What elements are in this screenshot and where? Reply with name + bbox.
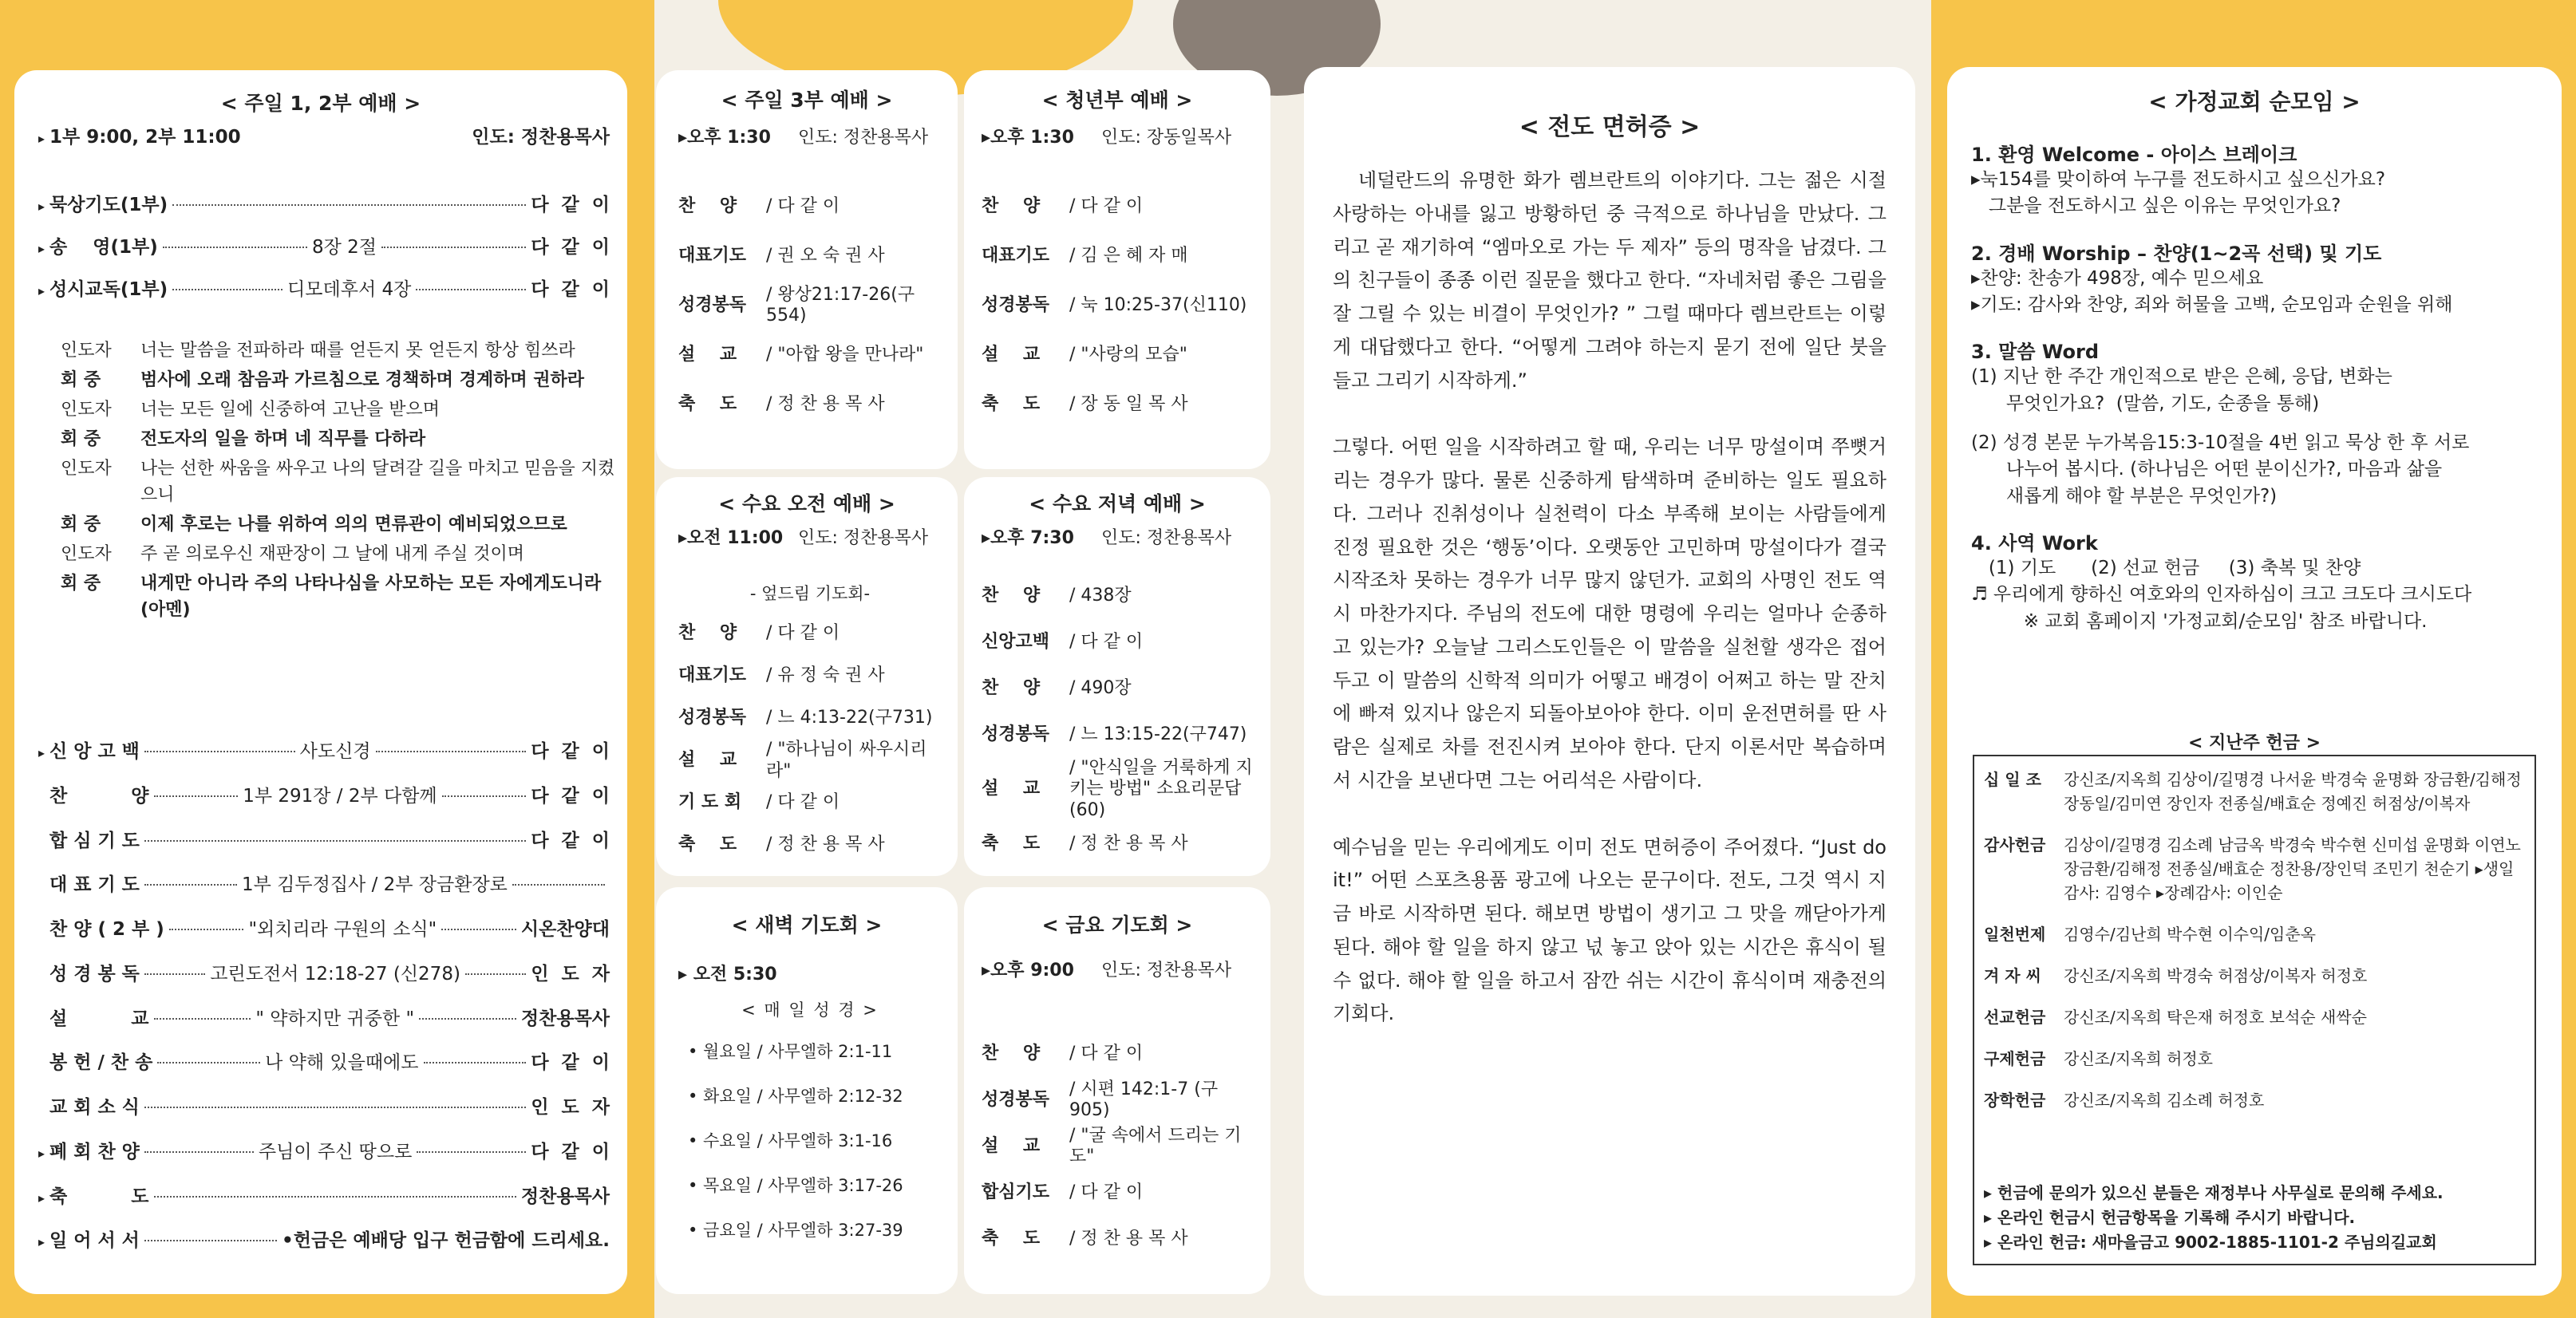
house-section-heading: 4. 사역 Work (1971, 532, 2098, 555)
service-value: / 다 같 이 (766, 792, 840, 813)
offering-names: 강신조/지옥희 탁은재 허정호 보석순 새싹순 (2064, 1008, 2367, 1027)
house-section (1971, 139, 2546, 220)
service-value: / "안식일을 거룩하게 지키는 방법" 소요리문답(60) (1069, 758, 1253, 820)
friday-rows (982, 1031, 1253, 1262)
service-label: 합심기도 (982, 1182, 1050, 1202)
order-item (38, 963, 610, 986)
service-row (678, 782, 942, 824)
service-label: 축 도 (982, 833, 1041, 854)
dot-leader (144, 884, 237, 886)
dot-leader (172, 204, 526, 206)
service-value: / 김 은 혜 자 매 (1069, 245, 1188, 266)
house-section (1971, 336, 2546, 510)
dot-leader (154, 1018, 251, 1020)
service-row (678, 740, 942, 782)
wedam-title: < 수요 오전 예배 > (718, 492, 895, 515)
service-row (678, 281, 942, 330)
dot-leader (417, 1151, 526, 1153)
order-person: 다 같 이 (531, 278, 610, 300)
dot-leader (376, 751, 527, 752)
responsive-line (61, 337, 619, 364)
friday-time: ▸오후 9:00 (982, 961, 1074, 981)
order-detail: 주님이 주신 땅으로 (258, 1141, 413, 1162)
youth-time: ▸오후 1:30 (982, 128, 1074, 148)
responsive-text: 내게만 아니라 주의 나타나심을 사모하는 모든 자에게도니라 (아멘) (140, 574, 602, 620)
worship12-leader: 인도: 정찬용목사 (472, 127, 610, 148)
dawn-subtitle: < 매 일 성 경 > (741, 1000, 879, 1020)
service-row (678, 330, 942, 380)
house-body (1971, 139, 2546, 653)
house-section-line: (2) 성경 본문 누가복음15:3-10절을 4번 읽고 묵상 한 후 서로 (1971, 432, 2470, 454)
offering-notices (1984, 1181, 2527, 1255)
dot-leader (157, 1062, 260, 1063)
order-item (38, 1141, 610, 1164)
service-value: / 다 같 이 (1069, 1182, 1144, 1202)
offering-label: 감사헌금 (1984, 835, 2046, 854)
offering-rows (1984, 768, 2527, 1130)
house-section-line: 그분을 전도하시고 싶은 이유는 무엇인가요? (1971, 195, 2341, 217)
service-value: / 490장 (1069, 677, 1132, 698)
worship3-time-row (678, 128, 942, 148)
responsive-line (61, 426, 619, 452)
offering-notice: ▸ 온라인 헌금: 새마을금고 9002-1885-1101-2 주님의길교회 (1984, 1233, 2437, 1252)
offering-label: 십 일 조 (1984, 770, 2041, 789)
offering-names: 강신조/지옥희 김소례 허정호 (2064, 1091, 2265, 1110)
service-label: 대표기도 (982, 245, 1050, 266)
bullet-icon: ▸ (38, 745, 45, 760)
offering-notice: ▸ 헌금에 문의가 있으신 분들은 재정부나 사무실로 문의해 주세요. (1984, 1183, 2444, 1202)
order-detail: 1부 291장 / 2부 다함께 (243, 785, 437, 807)
house-section-line: (1) 기도 (2) 선교 헌금 (3) 축복 및 찬양 (1971, 558, 2361, 579)
service-value: / 정 찬 용 목 사 (766, 393, 885, 414)
wedam-time: ▸오전 11:00 (678, 528, 784, 548)
order-person: 다 같 이 (531, 785, 610, 807)
bullet-icon: ▸ (38, 1190, 45, 1206)
youth-card (964, 70, 1270, 469)
service-value: / 다 같 이 (766, 195, 840, 216)
service-value: / 다 같 이 (1069, 631, 1144, 652)
service-row (982, 619, 1253, 665)
service-row (678, 613, 942, 655)
order-person: 인 도 자 (531, 963, 610, 985)
order-label: 성 경 봉 독 (49, 963, 140, 985)
service-label: 설 교 (982, 779, 1041, 799)
house-section (1971, 238, 2546, 319)
dot-leader (172, 289, 282, 290)
essay-paragraph: 예수님을 믿는 우리에게도 이미 전도 면허증이 주어졌다. “Just do it!” 어떤 스포츠용품 광고에 나오는 문구이다. 전도, 그것 역시 지금 바로 시작하면 된다. 해보면 방법이 생기고 그 맛을 깨닫아가게 된다. 해야 할 일을 하지 않고 넋 놓고 앉아 있는 시간은 휴식이 될 수 없다. 해야 할 일을 하고서 잠깐 쉬는 시간이 휴식이며 재충전의 기회다. (1333, 835, 1893, 1025)
order-person: 정찬용목사 (520, 1186, 610, 1207)
responsive-speaker: 인도자 (61, 459, 112, 479)
service-label: 대표기도 (678, 245, 747, 266)
responsive-speaker: 회 중 (61, 574, 101, 594)
dot-leader (144, 1107, 526, 1108)
order-item (38, 236, 610, 259)
worship12-order-bottom (38, 740, 610, 1274)
wedpm-title: < 수요 저녁 예배 > (1029, 492, 1206, 515)
service-label: 설 교 (982, 1135, 1041, 1156)
service-label: 성경봉독 (678, 708, 747, 728)
service-value: / 다 같 이 (766, 623, 840, 644)
youth-time-row (982, 128, 1253, 148)
house-title: < 가정교회 순모임 > (2148, 89, 2361, 115)
service-row (982, 231, 1253, 281)
wedpm-card (964, 477, 1270, 876)
responsive-line (61, 570, 619, 623)
dot-leader (163, 247, 307, 248)
dot-leader (169, 929, 244, 930)
service-row (982, 758, 1253, 821)
order-item (38, 830, 610, 853)
service-row (982, 573, 1253, 619)
service-label: 설 교 (678, 750, 737, 771)
offering-names: 김영수/김난희 박수현 이수익/임춘옥 (2064, 925, 2316, 944)
service-value: / "굴 속에서 드리는 기도" (1069, 1125, 1242, 1166)
order-person: 다 같 이 (531, 236, 610, 258)
dawn-day: • 목요일 / 사무엘하 3:17-26 (688, 1176, 903, 1195)
responsive-line (61, 367, 619, 393)
responsive-speaker: 인도자 (61, 544, 112, 564)
offering-row (1984, 964, 2527, 988)
order-person: •헌금은 예배당 입구 헌금함에 드리세요. (282, 1230, 610, 1252)
wedam-rows (678, 613, 942, 866)
house-section (1971, 527, 2546, 635)
service-value: / 왕상21:17-26(구554) (766, 284, 915, 326)
worship3-leader: 인도: 정찬용목사 (798, 128, 929, 148)
offering-label: 구제헌금 (1984, 1049, 2046, 1068)
house-section-line: ▸기도: 감사와 찬양, 죄와 허물을 고백, 순모임과 순원을 위해 (1971, 294, 2453, 316)
youth-leader: 인도: 장동일목사 (1101, 128, 1232, 148)
order-detail: "외치리라 구원의 소식" (248, 919, 437, 940)
wedpm-time-row (982, 528, 1253, 549)
order-item (38, 918, 610, 941)
service-row (982, 1170, 1253, 1216)
dot-leader (441, 929, 516, 930)
responsive-line (61, 397, 619, 423)
service-label: 축 도 (678, 835, 737, 855)
dot-leader (419, 1018, 516, 1020)
dot-leader (144, 840, 526, 842)
service-value: / 438장 (1069, 585, 1132, 606)
order-detail: " 약하지만 귀중한 " (255, 1008, 415, 1029)
wedam-subtitle: - 엎드림 기도회- (749, 584, 871, 603)
dot-leader (144, 1240, 277, 1241)
responsive-speaker: 회 중 (61, 429, 101, 449)
order-label: 축 도 (49, 1186, 149, 1207)
order-label: 봉 헌 / 찬 송 (49, 1052, 153, 1074)
service-label: 대표기도 (678, 665, 747, 686)
wedpm-rows (982, 573, 1253, 867)
responsive-reading (61, 337, 619, 626)
offering-label: 일천번제 (1984, 925, 2046, 944)
order-item (38, 1096, 610, 1119)
offering-box (1973, 755, 2536, 1265)
service-value: / "하나님이 싸우시리라" (766, 740, 927, 781)
dawn-day: • 수요일 / 사무엘하 3:1-16 (688, 1131, 893, 1150)
worship3-card (656, 70, 958, 469)
order-label: 묵상기도(1부) (49, 195, 168, 215)
wedam-card (656, 477, 958, 876)
responsive-line (61, 541, 619, 567)
house-section-line: (1) 지난 한 주간 개인적으로 받은 은혜, 응답, 변화는 (1971, 366, 2392, 388)
dot-leader (416, 289, 526, 290)
service-value: / 다 같 이 (1069, 1043, 1144, 1063)
order-label: 설 교 (49, 1008, 149, 1029)
order-label: 찬 양 ( 2 부 ) (49, 919, 164, 940)
service-label: 찬 양 (982, 677, 1041, 698)
offering-row (1984, 1005, 2527, 1029)
order-label: 대 표 기 도 (49, 874, 140, 896)
responsive-text: 이제 후로는 나를 위하여 의의 면류관이 예비되었으므로 (140, 515, 567, 535)
service-value: / "사랑의 모습" (1069, 344, 1187, 365)
dot-leader (512, 884, 605, 886)
dot-leader (442, 795, 527, 797)
responsive-text: 주 곧 의로우신 재판장이 그 날에 내게 주실 것이며 (140, 544, 524, 564)
house-section-line: 나누어 봅시다. (하나님은 어떤 분이신가?, 마음과 삶을 (1971, 459, 2443, 480)
dot-leader (144, 973, 205, 975)
dot-leader (381, 247, 526, 248)
service-row (678, 697, 942, 740)
order-item (38, 1186, 610, 1209)
worship12-time-row (38, 126, 610, 149)
responsive-speaker: 인도자 (61, 400, 112, 420)
service-row (678, 231, 942, 281)
dot-leader (465, 973, 526, 975)
order-person: 인 도 자 (531, 1097, 610, 1118)
friday-time-row (982, 961, 1253, 981)
order-item (38, 194, 610, 217)
order-item (38, 1052, 610, 1075)
dot-leader (144, 751, 295, 752)
offering-names: 강신조/지옥희 허정호 (2064, 1049, 2213, 1068)
essay-card (1304, 67, 1915, 1296)
order-item (38, 740, 610, 764)
essay-paragraph: 네덜란드의 유명한 화가 렘브란트의 이야기다. 그는 젊은 시절 사랑하는 아내를 잃고 방황하던 중 극적으로 하나님을 만났다. 그리고 곧 재기하여 “엠마오로 가는 두 제자” 등의 명작을 남겼다. 그의 친구들이 종종 이런 질문을 했다고 한다. “자네처럼 좋은 그림을 잘 그릴 수 있는 비결이 무엇인가? ” 그럴 때마다 렘브란트는 이렇게 대답했다고 한다. “어떻게 그려야 하는지 묻기 전에 일단 붓을 들고 그리기 시작하게.” (1333, 169, 1893, 392)
responsive-text: 범사에 오래 참음과 가르침으로 경책하며 경계하며 권하라 (140, 370, 585, 390)
service-value: / 눅 10:25-37(신110) (1069, 294, 1247, 315)
offering-title: < 지난주 헌금 > (2187, 733, 2321, 753)
order-item (38, 1008, 610, 1031)
service-label: 찬 양 (678, 195, 737, 216)
service-label: 축 도 (982, 393, 1041, 414)
order-detail: 1부 김두정집사 / 2부 장금환장로 (242, 874, 508, 896)
service-row (678, 182, 942, 231)
house-section-line: ※ 교회 홈페이지 '가정교회/순모임' 참조 바랍니다. (1971, 610, 2428, 632)
dawn-day: • 월요일 / 사무엘하 2:1-11 (688, 1042, 893, 1061)
worship3-title: < 주일 3부 예배 > (721, 89, 893, 112)
worship12-time: 1부 9:00, 2부 11:00 (49, 127, 241, 148)
bullet-icon: ▸ (38, 240, 45, 256)
responsive-speaker: 회 중 (61, 515, 101, 535)
service-row (982, 330, 1253, 380)
worship12-order-top (38, 194, 610, 320)
wedam-leader: 인도: 정찬용목사 (798, 528, 929, 548)
service-label: 성경봉독 (982, 294, 1050, 315)
order-item (38, 874, 610, 897)
service-label: 축 도 (678, 393, 737, 414)
order-detail: 디모데후서 4장 (287, 278, 412, 300)
house-section-line: ▸찬양: 찬송가 498장, 예수 믿으세요 (1971, 267, 2264, 289)
offering-notice: ▸ 온라인 헌금시 헌금항목을 기록해 주시기 바랍니다. (1984, 1208, 2356, 1227)
service-row (982, 281, 1253, 330)
dawn-time: ▸ 오전 5:30 (678, 965, 777, 985)
service-row (982, 821, 1253, 867)
dawn-days (688, 1039, 943, 1262)
responsive-text: 너는 모든 일에 신중하여 고난을 받으며 (140, 400, 440, 420)
order-detail: 사도신경 (299, 741, 371, 762)
house-section-line: 무엇인가요? (말씀, 기도, 순종을 통해) (1971, 393, 2320, 414)
service-row (678, 655, 942, 697)
offering-row (1984, 922, 2527, 946)
youth-title: < 청년부 예배 > (1041, 89, 1193, 112)
service-value: / 권 오 숙 권 사 (766, 245, 885, 266)
service-row (982, 1216, 1253, 1262)
dot-leader (154, 1196, 516, 1198)
responsive-line (61, 456, 619, 508)
service-row (678, 824, 942, 866)
service-row (982, 1123, 1253, 1170)
house-section-line (1971, 417, 2546, 430)
service-value: / 정 찬 용 목 사 (1069, 1228, 1188, 1249)
service-row (982, 182, 1253, 231)
offering-names: 김상이/길명경 김소례 남금옥 박경숙 박수현 신미섭 윤명화 이연노 장금환/김해정 전종실/배효순 정찬용/장인덕 조민기 천순기 ▸생일감사: 김영수 ▸장례감사: 이인순 (2064, 835, 2521, 902)
responsive-speaker: 인도자 (61, 341, 112, 361)
friday-title: < 금요 기도회 > (1041, 914, 1193, 937)
offering-row (1984, 768, 2527, 815)
offering-label: 겨 자 씨 (1984, 966, 2041, 985)
house-card (1947, 67, 2562, 1296)
service-label: 찬 양 (982, 1043, 1041, 1063)
order-person: 다 같 이 (531, 195, 610, 215)
dawn-title: < 새벽 기도회 > (731, 914, 883, 937)
dot-leader (424, 1062, 527, 1063)
bullet-icon: ▸ (38, 282, 45, 298)
order-label: 신 앙 고 백 (49, 741, 140, 762)
order-item (38, 785, 610, 808)
order-label: 성시교독(1부) (49, 278, 168, 300)
dot-leader (154, 795, 239, 797)
offering-label: 장학헌금 (1984, 1091, 2046, 1110)
service-label: 찬 양 (982, 195, 1041, 216)
offering-names: 강신조/지옥희 김상이/길명경 나서윤 박경숙 윤명화 장금환/김해정 장동일/김미연 장인자 전종실/배효순 정예진 허점상/이복자 (2064, 770, 2522, 813)
essay-body (1333, 164, 1893, 1064)
dawn-card (656, 887, 958, 1294)
wedam-time-row (678, 528, 942, 549)
worship3-time: ▸오후 1:30 (678, 128, 771, 148)
service-label: 기 도 회 (678, 792, 742, 813)
service-row (982, 665, 1253, 712)
order-detail: 8장 2절 (312, 236, 377, 258)
bullet-icon: ▸ (38, 1145, 45, 1161)
friday-card (964, 887, 1270, 1294)
friday-leader: 인도: 정찬용목사 (1101, 961, 1232, 981)
service-value: / 장 동 일 목 사 (1069, 393, 1188, 414)
wedpm-time: ▸오후 7:30 (982, 528, 1074, 548)
service-label: 성경봉독 (678, 294, 747, 315)
bullet-icon: ▸ (38, 1234, 45, 1250)
service-value: / 다 같 이 (1069, 195, 1144, 216)
wedpm-leader: 인도: 정찬용목사 (1101, 528, 1232, 548)
service-label: 성경봉독 (982, 724, 1050, 744)
worship3-rows (678, 182, 942, 429)
offering-row (1984, 833, 2527, 905)
order-person: 시온찬양대 (520, 919, 610, 940)
service-row (982, 1031, 1253, 1077)
service-value: / 느 13:15-22(구747) (1069, 724, 1247, 744)
house-section-line: ▸눅154를 맞이하여 누구를 전도하시고 싶으신가요? (1971, 169, 2386, 190)
service-label: 성경봉독 (982, 1089, 1050, 1110)
dawn-day: • 화요일 / 사무엘하 2:12-32 (688, 1087, 903, 1106)
order-label: 합 심 기 도 (49, 830, 140, 851)
order-label: 교 회 소 식 (49, 1097, 140, 1118)
order-person: 다 같 이 (531, 830, 610, 851)
worship12-title: < 주일 1, 2부 예배 > (220, 92, 421, 115)
service-value: / 느 4:13-22(구731) (766, 708, 933, 728)
order-label: 찬 양 (49, 785, 149, 807)
service-row (982, 1077, 1253, 1123)
service-label: 설 교 (982, 344, 1041, 365)
service-value: / "아합 왕을 만나라" (766, 344, 924, 365)
service-row (678, 380, 942, 429)
service-value: / 유 정 숙 권 사 (766, 665, 885, 686)
dawn-day: • 금요일 / 사무엘하 3:27-39 (688, 1221, 903, 1240)
service-label: 신앙고백 (982, 631, 1050, 652)
responsive-line (61, 511, 619, 538)
service-row (982, 712, 1253, 758)
order-label: 일 어 서 서 (49, 1230, 140, 1252)
offering-row (1984, 1088, 2527, 1112)
offering-label: 선교헌금 (1984, 1008, 2046, 1027)
essay-title: < 전도 면허증 > (1519, 113, 1701, 141)
responsive-text: 전도자의 일을 하며 네 직무를 다하라 (140, 429, 426, 449)
order-detail: 고린도전서 12:18-27 (신278) (210, 963, 460, 985)
essay-paragraph: 그렇다. 어떤 일을 시작하려고 할 때, 우리는 너무 망설이며 쭈뼛거리는 경우가 많다. 물론 신중하게 탐색하며 준비하는 일도 필요하다. 그러나 진취성이나 실천력이 다소 부족해 보이는 사람들에게 진정 필요한 것은 ‘행동’이다. 오랫동안 고민하며 망설이다가 결국 시작조차 못하는 경우가 너무 많지 않던가. 교회의 사명인 전도 역시 마찬가지다. 주님의 전도에 대한 명령에 우리는 얼마나 순종하고 있는가? 오늘날 그리스도인들은 이 말씀을 실천할 생각은 접어두고 이 말씀의 신학적 의미가 어떻고 배경이 어쩌고 하는 말 잔치에 빠져 있지나 않은지 되돌아보아야 한다. 이미 운전면허를 딴 사람은 실제로 차를 전진시켜 보아야 한다. 단지 이론서만 복습하며 서 시간을 보낸다면 그는 어리석은 사람이다. (1333, 436, 1893, 791)
offering-row (1984, 1047, 2527, 1071)
service-value: / 정 찬 용 목 사 (1069, 833, 1188, 854)
order-label: 송 영(1부) (49, 236, 158, 258)
bullet-icon: ▸ (38, 131, 45, 146)
order-detail: 나 약해 있을때에도 (265, 1052, 419, 1074)
worship12-card (14, 70, 627, 1294)
responsive-text: 너는 말씀을 전파하라 때를 얻든지 못 얻든지 항상 힘쓰라 (140, 341, 575, 361)
order-person: 다 같 이 (531, 1141, 610, 1162)
order-person: 다 같 이 (531, 741, 610, 762)
house-section-heading: 1. 환영 Welcome - 아이스 브레이크 (1971, 144, 2297, 166)
order-item (38, 278, 610, 302)
order-item (38, 1229, 610, 1253)
service-label: 축 도 (982, 1228, 1041, 1249)
responsive-text: 나는 선한 싸움을 싸우고 나의 달려갈 길을 마치고 믿음을 지켰으니 (140, 459, 615, 505)
service-label: 설 교 (678, 344, 737, 365)
house-section-line: ♬ 우리에게 향하신 여호와의 인자하심이 크고 크도다 크시도다 (1971, 584, 2472, 606)
service-value: / 정 찬 용 목 사 (766, 835, 885, 855)
house-section-line: 새롭게 해야 할 부분은 무엇인가?) (1971, 485, 2278, 507)
responsive-speaker: 회 중 (61, 370, 101, 390)
service-value: / 시편 142:1-7 (구905) (1069, 1079, 1219, 1120)
order-label: 폐 회 찬 양 (49, 1141, 140, 1162)
house-section-heading: 3. 말씀 Word (1971, 341, 2100, 364)
youth-rows (982, 182, 1253, 429)
service-label: 찬 양 (982, 585, 1041, 606)
house-section-heading: 2. 경배 Worship – 찬양(1~2곡 선택) 및 기도 (1971, 242, 2382, 265)
dot-leader (144, 1151, 254, 1153)
offering-names: 강신조/지옥희 박경숙 허점상/이복자 허정호 (2064, 966, 2368, 985)
bullet-icon: ▸ (38, 199, 45, 214)
service-row (982, 380, 1253, 429)
service-label: 찬 양 (678, 623, 737, 644)
order-person: 다 같 이 (531, 1052, 610, 1074)
order-person: 정찬용목사 (520, 1008, 610, 1029)
